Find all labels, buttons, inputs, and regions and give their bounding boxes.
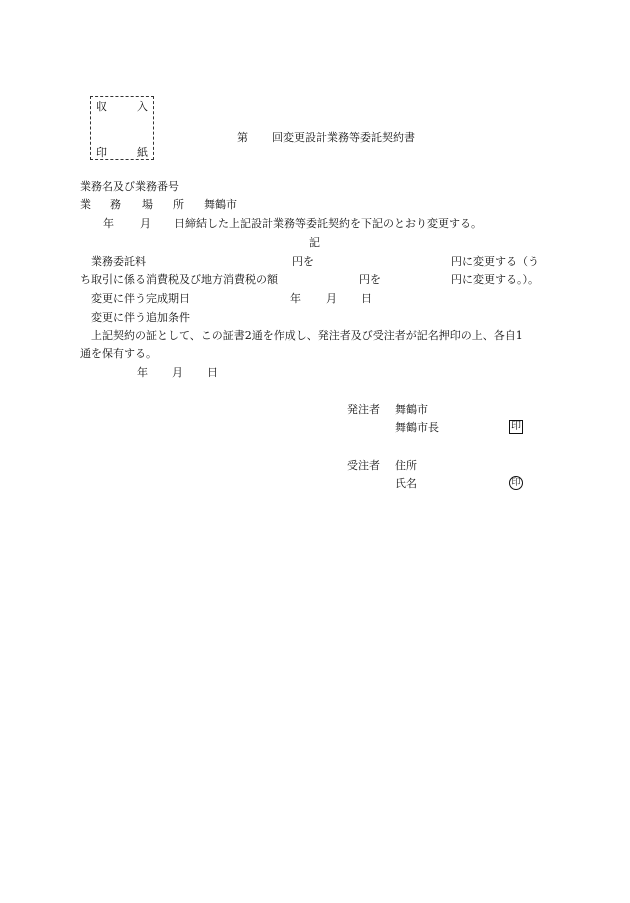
stamp-char-top-right: 入 [137, 100, 148, 113]
place-label-char: 業 [80, 198, 91, 211]
stamp-char-bottom-left: 印 [96, 146, 107, 159]
fee-yen-to: 円に変更する（う [451, 255, 539, 268]
place-label-char: 務 [110, 198, 121, 211]
business-name-label: 業務名及び業務番号 [80, 180, 179, 193]
revenue-stamp-box [90, 96, 154, 160]
place-label-char: 所 [173, 198, 184, 211]
date-day: 日 [207, 366, 218, 379]
fee-tax-yen-from: 円を [359, 273, 381, 286]
intro-year: 年 [103, 217, 114, 230]
round-seal-icon: 印 [509, 476, 523, 490]
contractor-label: 受注者 [347, 459, 380, 472]
fee-tax-yen-to: 円に変更する。）。 [451, 273, 539, 286]
place-value: 舞鶴市 [204, 198, 237, 211]
ki-heading: 記 [309, 236, 320, 249]
completion-label: 変更に伴う完成期日 [91, 292, 190, 305]
intro-text: 日締結した上記設計業務等委託契約を下記のとおり変更する。 [174, 217, 482, 230]
orderer-label: 発注者 [347, 403, 380, 416]
closing-line-2: 通を保有する。 [80, 347, 157, 360]
fee-yen-from: 円を [292, 255, 314, 268]
completion-month: 月 [326, 292, 337, 305]
completion-year: 年 [290, 292, 301, 305]
stamp-char-bottom-right: 紙 [137, 146, 148, 159]
stamp-char-top-left: 収 [96, 100, 107, 113]
date-year: 年 [137, 366, 148, 379]
square-seal-icon: 印 [511, 421, 521, 432]
closing-line-1: 上記契約の証として、この証書2通を作成し、発注者及び受注者が記名押印の上、各自1 [91, 329, 523, 342]
contractor-name-label: 氏名 [395, 477, 417, 490]
orderer-org: 舞鶴市 [395, 403, 428, 416]
intro-month: 月 [140, 217, 151, 230]
completion-day: 日 [361, 292, 372, 305]
orderer-title: 舞鶴市長 [395, 421, 439, 434]
contractor-address-label: 住所 [395, 459, 417, 472]
fee-tax-label: ち取引に係る消費税及び地方消費税の額 [80, 273, 278, 286]
date-month: 月 [172, 366, 183, 379]
page-title: 回変更設計業務等委託契約書 [272, 131, 415, 144]
title-prefix: 第 [237, 131, 248, 144]
place-label-char: 場 [142, 198, 153, 211]
fee-label: 業務委託料 [91, 255, 146, 268]
additional-conditions-label: 変更に伴う追加条件 [91, 311, 190, 324]
